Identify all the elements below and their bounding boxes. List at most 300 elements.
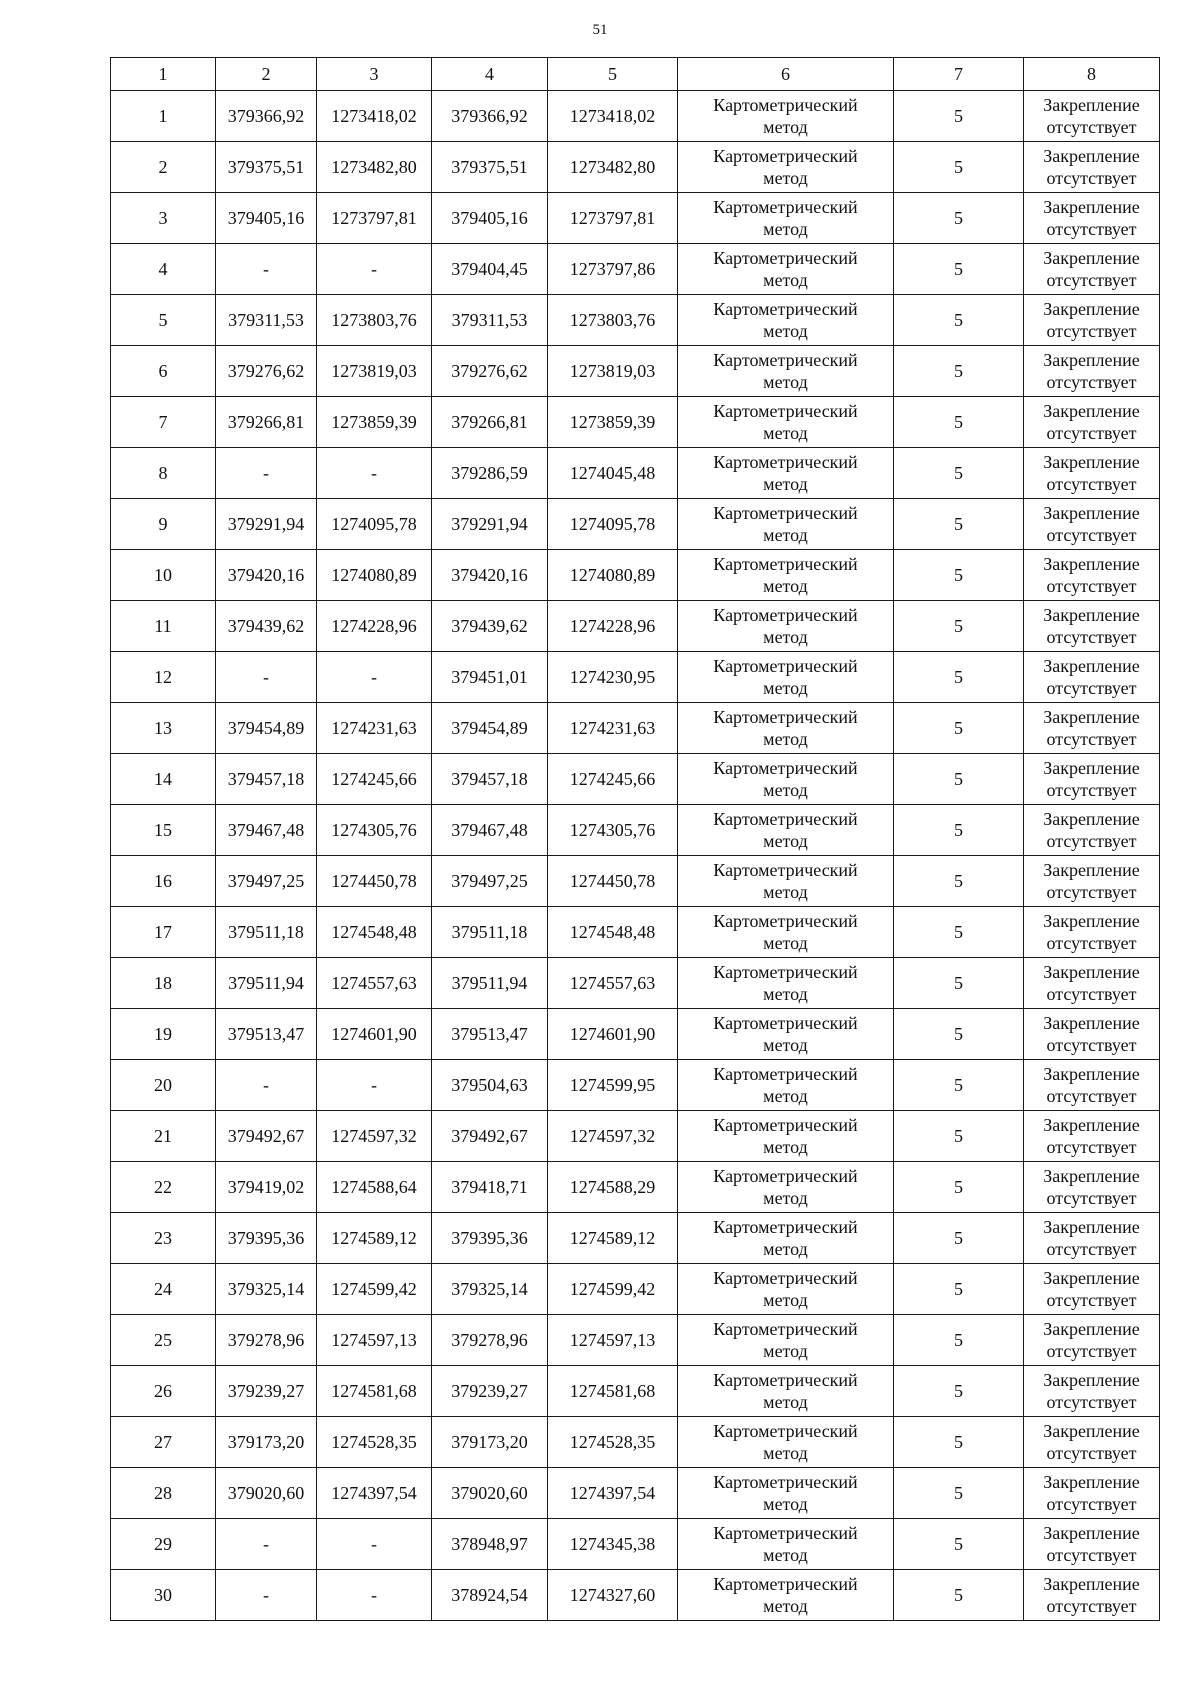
fixation-text: Закрепление <box>1043 1421 1140 1441</box>
method-text: метод <box>763 576 808 596</box>
point-number-cell: 8 <box>111 448 216 499</box>
method-text: Картометрический <box>713 1166 858 1186</box>
existing-y-cell: 1274397,54 <box>317 1468 432 1519</box>
refined-y-cell: 1274601,90 <box>548 1009 678 1060</box>
existing-x-cell: - <box>216 1570 317 1621</box>
method-text: Картометрический <box>713 452 858 472</box>
fixation-cell <box>1024 856 1160 907</box>
method-text: Картометрический <box>713 656 858 676</box>
table-row <box>111 499 1160 550</box>
method-cell <box>678 958 894 1009</box>
method-text: метод <box>763 831 808 851</box>
existing-y-cell: 1274228,96 <box>317 601 432 652</box>
fixation-cell <box>1024 1417 1160 1468</box>
fixation-text: отсутствует <box>1046 984 1137 1004</box>
point-number-cell: 21 <box>111 1111 216 1162</box>
method-cell <box>678 1264 894 1315</box>
refined-x-cell: 378948,97 <box>432 1519 548 1570</box>
fixation-cell <box>1024 601 1160 652</box>
accuracy-cell: 5 <box>894 601 1024 652</box>
point-number-cell: 7 <box>111 397 216 448</box>
accuracy-cell: 5 <box>894 1009 1024 1060</box>
table-row <box>111 1570 1160 1621</box>
method-cell <box>678 244 894 295</box>
accuracy-cell: 5 <box>894 295 1024 346</box>
accuracy-cell: 5 <box>894 958 1024 1009</box>
table-row <box>111 1468 1160 1519</box>
point-number-cell: 1 <box>111 91 216 142</box>
fixation-text: Закрепление <box>1043 911 1140 931</box>
existing-x-cell: 379375,51 <box>216 142 317 193</box>
refined-x-cell: 379497,25 <box>432 856 548 907</box>
refined-x-cell: 379513,47 <box>432 1009 548 1060</box>
method-text: метод <box>763 117 808 137</box>
accuracy-cell: 5 <box>894 1366 1024 1417</box>
table-row <box>111 1315 1160 1366</box>
refined-y-cell: 1273797,81 <box>548 193 678 244</box>
method-text: метод <box>763 1596 808 1616</box>
fixation-cell <box>1024 907 1160 958</box>
refined-y-cell: 1274597,32 <box>548 1111 678 1162</box>
method-cell <box>678 907 894 958</box>
method-text: Картометрический <box>713 1574 858 1594</box>
method-text: метод <box>763 1545 808 1565</box>
refined-y-cell: 1274581,68 <box>548 1366 678 1417</box>
method-text: метод <box>763 321 808 341</box>
method-text: метод <box>763 1341 808 1361</box>
existing-y-cell: 1274601,90 <box>317 1009 432 1060</box>
method-text: метод <box>763 219 808 239</box>
accuracy-cell: 5 <box>894 907 1024 958</box>
method-text: метод <box>763 1290 808 1310</box>
fixation-text: Закрепление <box>1043 1115 1140 1135</box>
method-cell <box>678 805 894 856</box>
fixation-text: Закрепление <box>1043 146 1140 166</box>
refined-x-cell: 379420,16 <box>432 550 548 601</box>
existing-x-cell: 379497,25 <box>216 856 317 907</box>
method-text: метод <box>763 1239 808 1259</box>
refined-y-cell: 1274599,42 <box>548 1264 678 1315</box>
existing-x-cell: 379325,14 <box>216 1264 317 1315</box>
fixation-text: Закрепление <box>1043 1472 1140 1492</box>
fixation-cell <box>1024 1213 1160 1264</box>
table-row <box>111 346 1160 397</box>
existing-x-cell: 379439,62 <box>216 601 317 652</box>
accuracy-cell: 5 <box>894 91 1024 142</box>
existing-x-cell: - <box>216 1519 317 1570</box>
fixation-text: отсутствует <box>1046 831 1137 851</box>
existing-x-cell: 379395,36 <box>216 1213 317 1264</box>
method-cell <box>678 1162 894 1213</box>
fixation-cell <box>1024 1162 1160 1213</box>
existing-y-cell: 1274588,64 <box>317 1162 432 1213</box>
fixation-text: отсутствует <box>1046 1239 1137 1259</box>
method-cell <box>678 1570 894 1621</box>
fixation-text: отсутствует <box>1046 168 1137 188</box>
method-text: Картометрический <box>713 95 858 115</box>
column-header: 5 <box>548 58 678 91</box>
existing-y-cell: 1273418,02 <box>317 91 432 142</box>
fixation-text: отсутствует <box>1046 1035 1137 1055</box>
fixation-cell <box>1024 1111 1160 1162</box>
fixation-text: отсутствует <box>1046 933 1137 953</box>
point-number-cell: 18 <box>111 958 216 1009</box>
point-number-cell: 15 <box>111 805 216 856</box>
fixation-text: отсутствует <box>1046 1494 1137 1514</box>
table-row <box>111 601 1160 652</box>
point-number-cell: 4 <box>111 244 216 295</box>
method-cell <box>678 550 894 601</box>
fixation-text: Закрепление <box>1043 299 1140 319</box>
method-text: Картометрический <box>713 1013 858 1033</box>
table-row <box>111 193 1160 244</box>
existing-x-cell: 379513,47 <box>216 1009 317 1060</box>
refined-y-cell: 1274045,48 <box>548 448 678 499</box>
refined-y-cell: 1274231,63 <box>548 703 678 754</box>
existing-x-cell: - <box>216 244 317 295</box>
fixation-text: отсутствует <box>1046 1596 1137 1616</box>
table-row <box>111 1162 1160 1213</box>
method-cell <box>678 295 894 346</box>
existing-x-cell: 379173,20 <box>216 1417 317 1468</box>
accuracy-cell: 5 <box>894 550 1024 601</box>
fixation-cell <box>1024 703 1160 754</box>
refined-x-cell: 379395,36 <box>432 1213 548 1264</box>
existing-x-cell: 379366,92 <box>216 91 317 142</box>
method-cell <box>678 856 894 907</box>
refined-x-cell: 379454,89 <box>432 703 548 754</box>
refined-y-cell: 1274599,95 <box>548 1060 678 1111</box>
refined-y-cell: 1274589,12 <box>548 1213 678 1264</box>
existing-y-cell: - <box>317 1570 432 1621</box>
point-number-cell: 6 <box>111 346 216 397</box>
table-row <box>111 397 1160 448</box>
accuracy-cell: 5 <box>894 1213 1024 1264</box>
fixation-text: Закрепление <box>1043 452 1140 472</box>
table-row <box>111 1111 1160 1162</box>
table-row <box>111 91 1160 142</box>
method-cell <box>678 601 894 652</box>
point-number-cell: 12 <box>111 652 216 703</box>
existing-x-cell: 379467,48 <box>216 805 317 856</box>
existing-y-cell: 1274080,89 <box>317 550 432 601</box>
method-text: метод <box>763 933 808 953</box>
fixation-cell <box>1024 1519 1160 1570</box>
fixation-cell <box>1024 397 1160 448</box>
refined-y-cell: 1274327,60 <box>548 1570 678 1621</box>
method-cell <box>678 703 894 754</box>
refined-x-cell: 379451,01 <box>432 652 548 703</box>
method-cell <box>678 1315 894 1366</box>
method-cell <box>678 1417 894 1468</box>
point-number-cell: 30 <box>111 1570 216 1621</box>
refined-y-cell: 1273819,03 <box>548 346 678 397</box>
fixation-cell <box>1024 448 1160 499</box>
fixation-text: отсутствует <box>1046 1443 1137 1463</box>
method-cell <box>678 346 894 397</box>
refined-y-cell: 1274588,29 <box>548 1162 678 1213</box>
fixation-text: отсутствует <box>1046 882 1137 902</box>
fixation-text: Закрепление <box>1043 401 1140 421</box>
fixation-text: Закрепление <box>1043 554 1140 574</box>
table-row <box>111 1519 1160 1570</box>
fixation-text: Закрепление <box>1043 248 1140 268</box>
fixation-text: отсутствует <box>1046 1392 1137 1412</box>
method-cell <box>678 448 894 499</box>
accuracy-cell: 5 <box>894 1315 1024 1366</box>
method-text: Картометрический <box>713 962 858 982</box>
point-number-cell: 19 <box>111 1009 216 1060</box>
existing-x-cell: 379311,53 <box>216 295 317 346</box>
fixation-text: отсутствует <box>1046 423 1137 443</box>
method-text: Картометрический <box>713 1421 858 1441</box>
existing-x-cell: 379266,81 <box>216 397 317 448</box>
method-text: Картометрический <box>713 758 858 778</box>
method-text: метод <box>763 423 808 443</box>
refined-x-cell: 379311,53 <box>432 295 548 346</box>
method-text: Картометрический <box>713 911 858 931</box>
refined-y-cell: 1274345,38 <box>548 1519 678 1570</box>
method-cell <box>678 142 894 193</box>
refined-x-cell: 379286,59 <box>432 448 548 499</box>
point-number-cell: 29 <box>111 1519 216 1570</box>
method-text: Картометрический <box>713 605 858 625</box>
accuracy-cell: 5 <box>894 193 1024 244</box>
fixation-cell <box>1024 754 1160 805</box>
existing-x-cell: 379276,62 <box>216 346 317 397</box>
fixation-cell <box>1024 295 1160 346</box>
existing-x-cell: - <box>216 652 317 703</box>
refined-x-cell: 379504,63 <box>432 1060 548 1111</box>
method-cell <box>678 397 894 448</box>
existing-x-cell: 379457,18 <box>216 754 317 805</box>
point-number-cell: 25 <box>111 1315 216 1366</box>
fixation-text: Закрепление <box>1043 1574 1140 1594</box>
refined-x-cell: 379325,14 <box>432 1264 548 1315</box>
point-number-cell: 22 <box>111 1162 216 1213</box>
fixation-text: Закрепление <box>1043 1523 1140 1543</box>
method-text: Картометрический <box>713 1268 858 1288</box>
table-row <box>111 805 1160 856</box>
accuracy-cell: 5 <box>894 703 1024 754</box>
existing-y-cell: - <box>317 1060 432 1111</box>
table-row <box>111 142 1160 193</box>
existing-y-cell: 1273803,76 <box>317 295 432 346</box>
fixation-cell <box>1024 652 1160 703</box>
existing-y-cell: 1273819,03 <box>317 346 432 397</box>
point-number-cell: 3 <box>111 193 216 244</box>
method-text: метод <box>763 1392 808 1412</box>
fixation-cell <box>1024 550 1160 601</box>
existing-y-cell: 1274231,63 <box>317 703 432 754</box>
existing-y-cell: 1273797,81 <box>317 193 432 244</box>
existing-x-cell: 379511,18 <box>216 907 317 958</box>
point-number-cell: 28 <box>111 1468 216 1519</box>
method-text: Картометрический <box>713 1370 858 1390</box>
refined-y-cell: 1273859,39 <box>548 397 678 448</box>
method-text: Картометрический <box>713 197 858 217</box>
fixation-text: отсутствует <box>1046 525 1137 545</box>
existing-y-cell: - <box>317 244 432 295</box>
method-cell <box>678 1213 894 1264</box>
table-header <box>111 58 1160 91</box>
point-number-cell: 23 <box>111 1213 216 1264</box>
fixation-text: Закрепление <box>1043 962 1140 982</box>
point-number-cell: 16 <box>111 856 216 907</box>
fixation-cell <box>1024 244 1160 295</box>
method-text: метод <box>763 1188 808 1208</box>
point-number-cell: 5 <box>111 295 216 346</box>
refined-y-cell: 1274095,78 <box>548 499 678 550</box>
fixation-text: Закрепление <box>1043 1319 1140 1339</box>
refined-x-cell: 379266,81 <box>432 397 548 448</box>
method-text: метод <box>763 1035 808 1055</box>
refined-y-cell: 1273803,76 <box>548 295 678 346</box>
table-row <box>111 958 1160 1009</box>
existing-x-cell: 379239,27 <box>216 1366 317 1417</box>
refined-x-cell: 379511,18 <box>432 907 548 958</box>
fixation-text: отсутствует <box>1046 474 1137 494</box>
existing-x-cell: 379405,16 <box>216 193 317 244</box>
fixation-cell <box>1024 346 1160 397</box>
method-text: Картометрический <box>713 1319 858 1339</box>
point-number-cell: 20 <box>111 1060 216 1111</box>
refined-x-cell: 378924,54 <box>432 1570 548 1621</box>
column-header: 1 <box>111 58 216 91</box>
existing-x-cell: 379492,67 <box>216 1111 317 1162</box>
existing-x-cell: - <box>216 1060 317 1111</box>
method-text: Картометрический <box>713 809 858 829</box>
method-text: Картометрический <box>713 146 858 166</box>
method-cell <box>678 193 894 244</box>
fixation-text: Закрепление <box>1043 656 1140 676</box>
fixation-text: Закрепление <box>1043 1370 1140 1390</box>
table-row <box>111 754 1160 805</box>
existing-y-cell: 1274305,76 <box>317 805 432 856</box>
point-number-cell: 2 <box>111 142 216 193</box>
existing-y-cell: 1274095,78 <box>317 499 432 550</box>
method-text: Картометрический <box>713 248 858 268</box>
table-row <box>111 448 1160 499</box>
method-cell <box>678 1060 894 1111</box>
method-text: Картометрический <box>713 707 858 727</box>
refined-x-cell: 379020,60 <box>432 1468 548 1519</box>
refined-x-cell: 379278,96 <box>432 1315 548 1366</box>
coordinates-table <box>110 57 1160 1621</box>
fixation-text: Закрепление <box>1043 707 1140 727</box>
existing-x-cell: 379419,02 <box>216 1162 317 1213</box>
fixation-cell <box>1024 193 1160 244</box>
fixation-text: Закрепление <box>1043 758 1140 778</box>
existing-y-cell: 1274557,63 <box>317 958 432 1009</box>
column-header: 3 <box>317 58 432 91</box>
method-text: метод <box>763 168 808 188</box>
existing-y-cell: 1274597,13 <box>317 1315 432 1366</box>
method-text: метод <box>763 627 808 647</box>
fixation-text: отсутствует <box>1046 219 1137 239</box>
refined-x-cell: 379366,92 <box>432 91 548 142</box>
accuracy-cell: 5 <box>894 1417 1024 1468</box>
table-row <box>111 295 1160 346</box>
accuracy-cell: 5 <box>894 142 1024 193</box>
fixation-text: отсутствует <box>1046 1341 1137 1361</box>
method-text: Картометрический <box>713 1064 858 1084</box>
method-text: метод <box>763 729 808 749</box>
accuracy-cell: 5 <box>894 448 1024 499</box>
fixation-text: Закрепление <box>1043 503 1140 523</box>
method-text: метод <box>763 1494 808 1514</box>
accuracy-cell: 5 <box>894 1468 1024 1519</box>
method-text: метод <box>763 882 808 902</box>
fixation-cell <box>1024 1366 1160 1417</box>
fixation-text: отсутствует <box>1046 678 1137 698</box>
accuracy-cell: 5 <box>894 499 1024 550</box>
existing-y-cell: - <box>317 652 432 703</box>
method-text: метод <box>763 1086 808 1106</box>
method-text: Картометрический <box>713 1523 858 1543</box>
fixation-text: Закрепление <box>1043 350 1140 370</box>
column-header: 6 <box>678 58 894 91</box>
existing-x-cell: 379420,16 <box>216 550 317 601</box>
method-cell <box>678 1366 894 1417</box>
method-cell <box>678 499 894 550</box>
fixation-text: отсутствует <box>1046 270 1137 290</box>
refined-y-cell: 1274228,96 <box>548 601 678 652</box>
method-text: Картометрический <box>713 299 858 319</box>
table-row <box>111 856 1160 907</box>
method-text: метод <box>763 984 808 1004</box>
existing-y-cell: 1274548,48 <box>317 907 432 958</box>
refined-y-cell: 1274230,95 <box>548 652 678 703</box>
table-row <box>111 1009 1160 1060</box>
method-cell <box>678 754 894 805</box>
fixation-text: Закрепление <box>1043 95 1140 115</box>
point-number-cell: 24 <box>111 1264 216 1315</box>
method-text: Картометрический <box>713 503 858 523</box>
fixation-text: отсутствует <box>1046 1137 1137 1157</box>
fixation-text: Закрепление <box>1043 1166 1140 1186</box>
column-header: 7 <box>894 58 1024 91</box>
method-cell <box>678 1468 894 1519</box>
accuracy-cell: 5 <box>894 1519 1024 1570</box>
fixation-text: отсутствует <box>1046 627 1137 647</box>
fixation-text: Закрепление <box>1043 809 1140 829</box>
accuracy-cell: 5 <box>894 652 1024 703</box>
method-text: метод <box>763 372 808 392</box>
table-row <box>111 1366 1160 1417</box>
refined-y-cell: 1274528,35 <box>548 1417 678 1468</box>
refined-x-cell: 379276,62 <box>432 346 548 397</box>
table-row <box>111 703 1160 754</box>
table-row <box>111 244 1160 295</box>
fixation-cell <box>1024 1264 1160 1315</box>
existing-y-cell: 1274581,68 <box>317 1366 432 1417</box>
refined-x-cell: 379375,51 <box>432 142 548 193</box>
method-text: Картометрический <box>713 401 858 421</box>
fixation-text: отсутствует <box>1046 117 1137 137</box>
fixation-text: Закрепление <box>1043 1268 1140 1288</box>
existing-y-cell: - <box>317 1519 432 1570</box>
point-number-cell: 17 <box>111 907 216 958</box>
existing-y-cell: 1273859,39 <box>317 397 432 448</box>
accuracy-cell: 5 <box>894 1060 1024 1111</box>
fixation-text: отсутствует <box>1046 780 1137 800</box>
method-cell <box>678 1519 894 1570</box>
fixation-text: Закрепление <box>1043 860 1140 880</box>
page-number: 51 <box>592 22 608 38</box>
accuracy-cell: 5 <box>894 1111 1024 1162</box>
method-text: метод <box>763 525 808 545</box>
